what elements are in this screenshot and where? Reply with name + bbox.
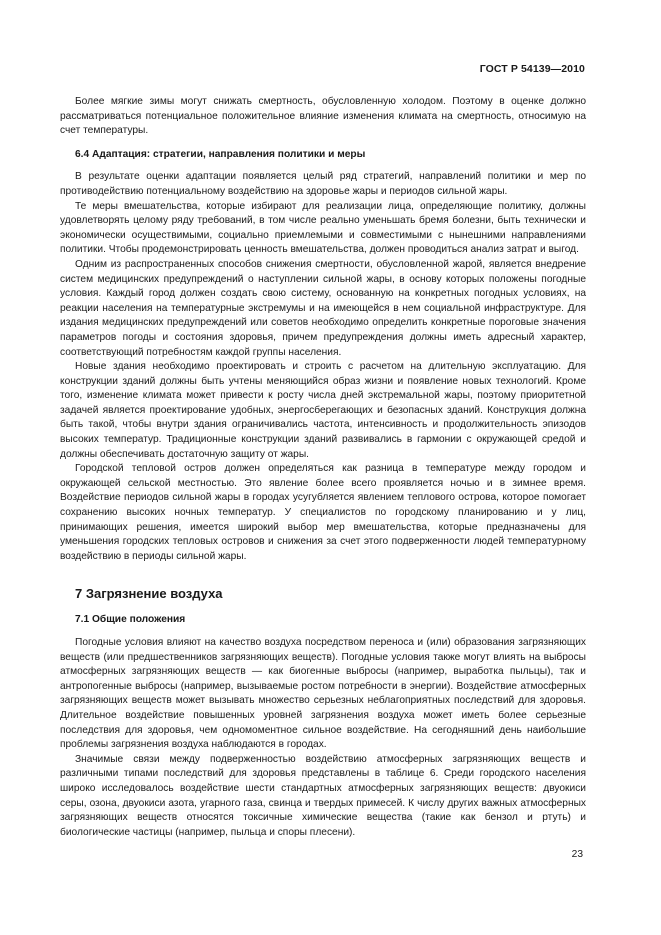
paragraph-adaptation-strategies: В результате оценки адаптации появляется целый ряд стратегий, направлений политики и мер по противодействию потенциальному воздействию на здоровье жары и периодов сильной жары. [60,171,586,197]
subsection-heading-6-4: 6.4 Адаптация: стратегии, направления политики и меры [75,148,366,160]
paragraph-cold-mortality: Более мягкие зимы могут снижать смертность, обусловленную холодом. Поэтому в оценке должно рассматриваться потенциальное положительное влияние изменения климата на смертность, относимую на счет температуры. [60,96,586,137]
subsection-heading-7-1: 7.1 Общие положения [75,614,186,626]
document-code: ГОСТ Р 54139—2010 [479,63,585,75]
paragraph-air-quality-weather: Погодные условия влияют на качество воздуха посредством переноса и (или) образования загрязняющих веществ (или предшественников загрязняющих веществ). Погодные условия также могут влиять на выбросы атмосферных загрязняющих веществ — как биогенные выбросы (например, выработка пыльцы), так и антропогенные выбросы (например, вызываемые ростом потребности в энергии). Воздействие атмосферных загрязняющих веществ может вызывать множество серьезных неблагоприятных последствий для здоровья. Длительное воздействие повышенных уровней загрязнения воздуха может иметь более серьезные последствия для здоровья, чем одномоментное сильное воздействие. На сегодняшний день наибольшие проблемы загрязнения воздуха наблюдаются в городах. [60,637,586,751]
paragraph-pollutant-health-links: Значимые связи между подверженностью воздействию атмосферных загрязняющих веществ и различными типами последствий для здоровья представлены в таблице 6. Среди городского населения широко исследовалось воздействие шести стандартных атмосферных загрязняющих веществ: двуокиси серы, озона, двуокиси азота, угарного газа, свинца и твердых примесей. К числу других важных атмосферных загрязняющих веществ относятся токсичные химические вещества (такие как бензол и ртуть) и биологические частицы (например, пыльца и споры плесени). [60,753,586,838]
paragraph-heat-warning-systems: Одним из распространенных способов снижения смертности, обусловленной жарой, является внедрение систем медицинских предупреждений о наступлении сильной жары, в основу которых положены погодные условия. Каждый город должен создать свою систему, основанную на конкретных погодных условиях, на реакции населения на температурные экстремумы и на имеющейся в нем социальной инфраструктуре. Для издания медицинских предупреждений или советов необходимо определить конкретные пороговые значения параметров погоды и состояния здоровья, причем предупреждения должны иметь адресный характер, соответствующий потребностям каждой группы населения. [60,258,586,358]
page-body [60,95,586,840]
section-heading-7: 7 Загрязнение воздуха [75,586,223,602]
page-number: 23 [571,849,583,860]
paragraph-urban-heat-island: Городской тепловой остров должен определяться как разница в температуре между городом и окружающей сельской местностью. Это явление более всего проявляется ночью и в зимнее время. Воздействие периодов сильной жары в городах усугубляется явлением теплового острова, которое помогает сохранению высоких ночных температур. У специалистов по городскому планированию и у лиц, принимающих решения, имеется широкий выбор мер вмешательства, которые предназначены для уменьшения городских тепловых островов и снижения за счет этого подверженности людей температурному воздействию в периоды сильной жары. [60,463,586,562]
paragraph-intervention-requirements: Те меры вмешательства, которые избирают для реализации лица, определяющие политику, должны удовлетворять целому ряду требований, в том числе реально уменьшать бремя болезни, быть технически и экономически осуществимыми, социально приемлемыми и совместимыми с нынешними направлениями политики. Чтобы продемонстрировать ценность вмешательства, должен проводиться анализ затрат и выгод. [60,200,586,256]
paragraph-building-design: Новые здания необходимо проектировать и строить с расчетом на длительную эксплуатацию. Для конструкции зданий должны быть учтены меняющийся образ жизни и появление новых технологий. Кроме того, изменение климата может привести к росту числа дней экстремальной жары, поэтому приоритетной задачей является проектирование удобных, энергосберегающих и безопасных зданий. Конструкция должна быть такой, чтобы внутри здания ограничивались частота, интенсивность и продолжительность эпизодов высоких температур. Традиционные конструкции зданий развивались в гармонии с окружающей средой и должны обеспечивать достаточную защиту от жары. [60,361,586,460]
